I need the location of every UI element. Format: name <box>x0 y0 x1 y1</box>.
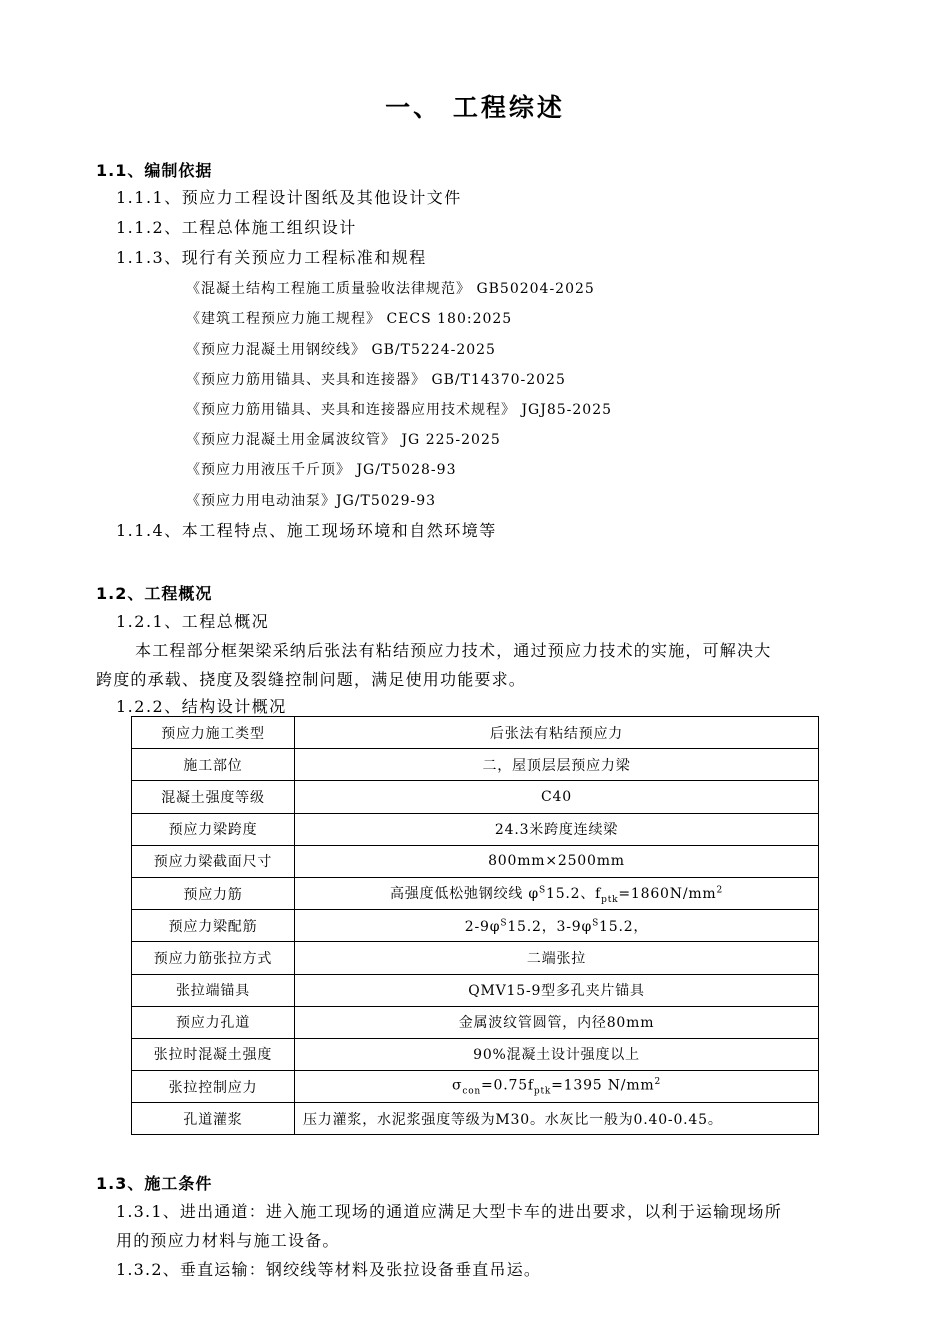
table-value <box>295 910 819 942</box>
conditions-paragraph-line: 1.3.1、进出通道：进入施工现场的通道应满足大型卡车的进出要求，以利于运输现场所 <box>116 1202 782 1221</box>
superscript: 2 <box>654 1076 661 1087</box>
table-row <box>132 749 819 781</box>
table-row <box>132 910 819 942</box>
table-row <box>132 1071 819 1103</box>
table-key: 预应力筋张拉方式 <box>132 942 295 974</box>
value-text: 15.2，3-9φ <box>507 918 593 935</box>
basis-item: 1.1.3、现行有关预应力工程标准和规程 <box>116 248 427 267</box>
table-value: 后张法有粘结预应力 <box>295 717 819 749</box>
table-value: 24.3米跨度连续梁 <box>295 813 819 845</box>
section-heading-1-2: 1.2、工程概况 <box>96 584 213 603</box>
table-value: 800mm×2500mm <box>295 845 819 877</box>
value-text: 2-9φ <box>464 918 501 935</box>
page-title: 一、 工程综述 <box>385 93 565 122</box>
table-key: 预应力梁配筋 <box>132 910 295 942</box>
value-text: 高强度低松弛钢绞线 φ <box>389 885 540 902</box>
standard-item: 《预应力用液压千斤顶》 JG/T5028-93 <box>186 462 457 478</box>
table-key: 张拉端锚具 <box>132 974 295 1006</box>
table-key: 张拉控制应力 <box>132 1071 295 1103</box>
basis-item: 1.1.4、本工程特点、施工现场环境和自然环境等 <box>116 521 497 540</box>
table-row <box>132 1006 819 1038</box>
value-text: 15.2、f <box>546 885 602 902</box>
subheading-structure: 1.2.2、结构设计概况 <box>116 697 287 716</box>
table-value: 金属波纹管圆管，内径80mm <box>295 1006 819 1038</box>
standard-item: 《建筑工程预应力施工规程》 CECS 180:2025 <box>186 311 513 327</box>
table-key: 预应力梁跨度 <box>132 813 295 845</box>
value-text: =1395 N/mm <box>551 1077 655 1094</box>
table-row <box>132 1103 819 1135</box>
basis-item: 1.1.1、预应力工程设计图纸及其他设计文件 <box>116 188 462 207</box>
superscript: S <box>592 918 600 929</box>
standard-item: 《预应力筋用锚具、夹具和连接器》 GB/T14370-2025 <box>186 372 566 388</box>
table-value <box>295 877 819 909</box>
value-text: =0.75f <box>481 1077 534 1094</box>
table-value: 压力灌浆，水泥浆强度等级为M30。水灰比一般为0.40-0.45。 <box>295 1103 819 1135</box>
table-row <box>132 845 819 877</box>
subscript: ptk <box>533 1086 552 1097</box>
table-row <box>132 813 819 845</box>
table-key: 预应力孔道 <box>132 1006 295 1038</box>
table-key: 施工部位 <box>132 749 295 781</box>
superscript: 2 <box>716 884 724 895</box>
table-value: QMV15-9型多孔夹片锚具 <box>295 974 819 1006</box>
table-key: 张拉时混凝土强度 <box>132 1038 295 1070</box>
table-value <box>295 1071 819 1103</box>
conditions-paragraph-line: 1.3.2、垂直运输：钢绞线等材料及张拉设备垂直吊运。 <box>116 1260 542 1279</box>
value-text: σ <box>452 1077 463 1094</box>
section-heading-1-1: 1.1、编制依据 <box>96 161 213 180</box>
table-key: 混凝土强度等级 <box>132 781 295 813</box>
superscript: S <box>539 884 547 895</box>
table-row <box>132 877 819 909</box>
section-heading-1-3: 1.3、施工条件 <box>96 1174 213 1193</box>
standard-item: 《预应力筋用锚具、夹具和连接器应用技术规程》 JGJ85-2025 <box>186 402 613 418</box>
value-text: 15.2， <box>599 918 649 935</box>
structure-spec-table <box>131 716 819 1135</box>
standard-item: 《预应力用电动油泵》JG/T5029-93 <box>186 493 437 509</box>
subscript: con <box>462 1086 482 1097</box>
table-key: 孔道灌浆 <box>132 1103 295 1135</box>
value-text: =1860N/mm <box>618 885 717 902</box>
standard-item: 《预应力混凝土用钢绞线》 GB/T5224-2025 <box>186 342 496 358</box>
table-row <box>132 781 819 813</box>
table-value: 二，屋顶层层预应力梁 <box>295 749 819 781</box>
standard-item: 《预应力混凝土用金属波纹管》 JG 225-2025 <box>186 432 501 448</box>
standard-item: 《混凝土结构工程施工质量验收法律规范》 GB50204-2025 <box>186 281 595 297</box>
table-row <box>132 974 819 1006</box>
superscript: S <box>500 918 508 929</box>
table-key: 预应力筋 <box>132 877 295 909</box>
table-value: 90%混凝土设计强度以上 <box>295 1038 819 1070</box>
table-key: 预应力施工类型 <box>132 717 295 749</box>
table-key: 预应力梁截面尺寸 <box>132 845 295 877</box>
table-row <box>132 942 819 974</box>
table-value: C40 <box>295 781 819 813</box>
overview-paragraph-line: 跨度的承载、挠度及裂缝控制问题，满足使用功能要求。 <box>96 670 527 689</box>
subscript: ptk <box>601 894 619 905</box>
conditions-paragraph-line: 用的预应力材料与施工设备。 <box>116 1231 340 1250</box>
subheading-overview: 1.2.1、工程总概况 <box>116 612 270 631</box>
basis-item: 1.1.2、工程总体施工组织设计 <box>116 218 357 237</box>
table-value: 二端张拉 <box>295 942 819 974</box>
overview-paragraph-line: 本工程部分框架梁采纳后张法有粘结预应力技术，通过预应力技术的实施，可解决大 <box>135 641 772 660</box>
table-row <box>132 1038 819 1070</box>
table-row <box>132 717 819 749</box>
